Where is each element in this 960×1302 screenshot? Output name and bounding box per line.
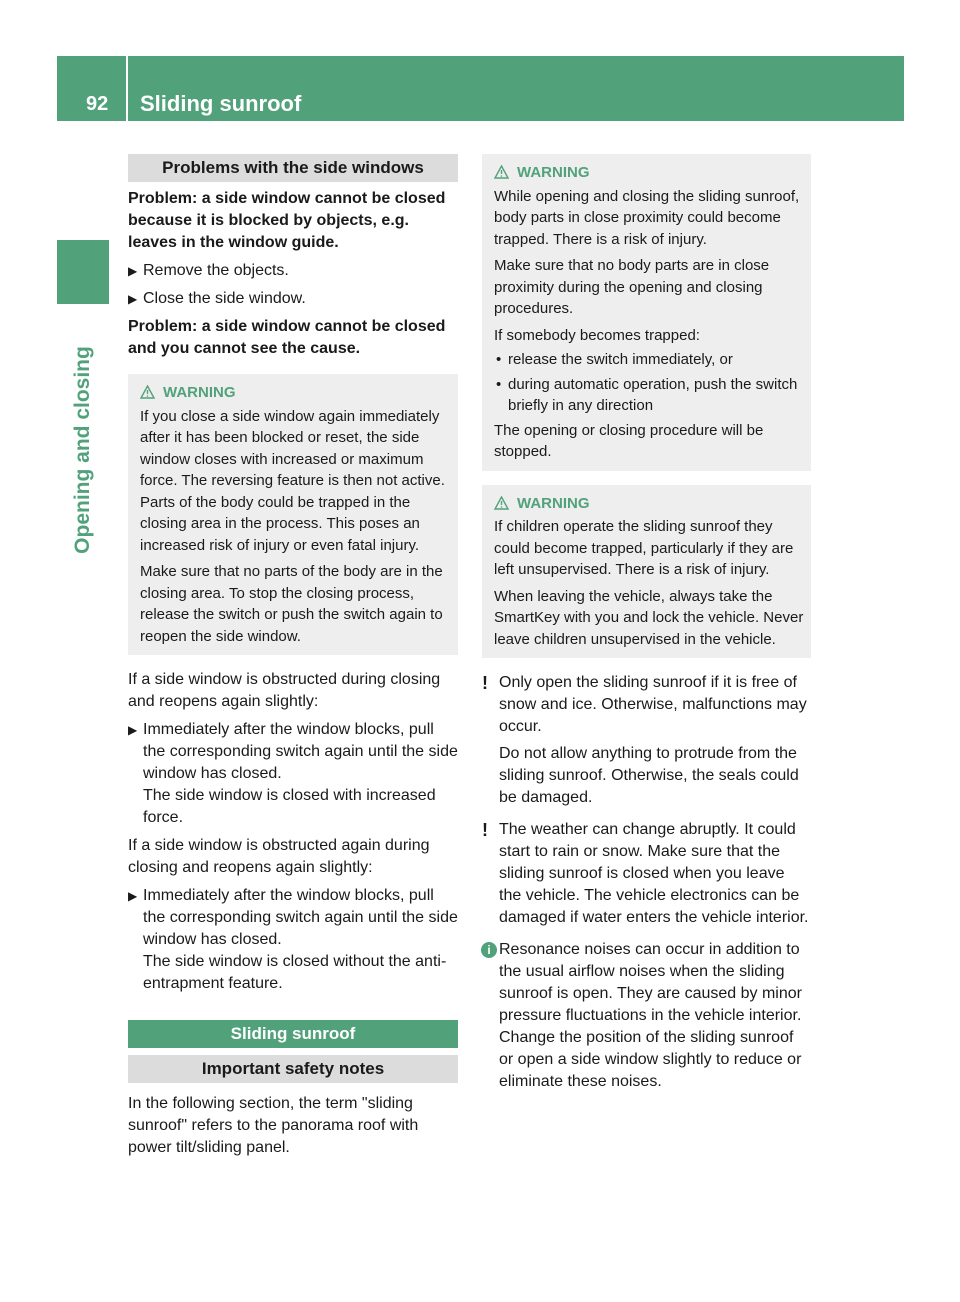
step-item: ▶ Immediately after the window blocks, pull the corresponding switch again until the side window has closed. The side window is closed with increased force.: [128, 721, 458, 826]
problem-heading: Problem: a side window cannot be closed because it is blocked by objects, e.g. leaves in the window guide.: [128, 190, 446, 251]
warning-text: The opening or closing procedure will be stopped.: [494, 421, 764, 460]
warning-text: If children operate the sliding sunroof they could become trapped, particularly if they are left unsupervised. There is a risk of injury.: [494, 518, 794, 578]
body-paragraph: In the following section, the term "sliding sunroof" refers to the panorama roof with power tilt/sliding panel.: [128, 1095, 419, 1156]
left-column: [128, 154, 458, 995]
chapter-tab: [57, 240, 109, 304]
warning-triangle-icon: [494, 496, 509, 510]
warning-box: [482, 485, 811, 659]
list-item: • release the switch immediately, or: [496, 351, 733, 368]
header-divider: [126, 56, 128, 121]
info-note: i Resonance noises can occur in addition to the usual airflow noises when the sliding sunroof is open. They are caused by minor pressure fluctuations in the vehicle interior. Change the position of the sliding sunroof or open a side window slightly to reduce or eliminate these noises.: [482, 939, 811, 1093]
step-item: ▶ Close the side window.: [128, 288, 458, 310]
body-paragraph: If a side window is obstructed again during closing and reopens again slightly:: [128, 837, 430, 876]
section-heading: Sliding sunroof: [128, 1020, 458, 1048]
warning-text: While opening and closing the sliding sunroof, body parts in close proximity could become trapped. There is a risk of injury.: [494, 187, 800, 248]
warning-title: WARNING: [494, 162, 805, 184]
chapter-label: Opening and closing: [71, 346, 94, 554]
section-heading: Problems with the side windows: [128, 154, 458, 182]
warning-triangle-icon: [494, 165, 509, 179]
list-item: • during automatic operation, push the switch briefly in any direction: [496, 375, 798, 414]
warning-text: If you close a side window again immediately after it has been blocked or reset, the side window closes with increased or maximum force. The reversing feature is then not active. Parts of the body could be trapped in the closing area in the process. This poses an increased risk of injury or even fatal injury.: [140, 407, 445, 554]
warning-box: [128, 374, 458, 655]
step-arrow-icon: ▶: [128, 264, 138, 278]
info-icon: i: [481, 942, 497, 958]
caution-icon: !: [482, 820, 488, 840]
warning-title: WARNING: [140, 382, 452, 404]
left-column-lower: [128, 1020, 458, 1159]
page-title: Sliding sunroof: [140, 91, 302, 116]
body-paragraph: If a side window is obstructed during closing and reopens again slightly:: [128, 671, 441, 710]
warning-triangle-icon: [140, 385, 155, 399]
warning-text: When leaving the vehicle, always take the SmartKey with you and lock the vehicle. Never leave children unsupervised in the vehicle.: [494, 587, 804, 648]
caution-icon: !: [482, 673, 488, 693]
step-item: ▶ Remove the objects.: [128, 260, 458, 282]
caution-note: ! The weather can change abruptly. It could start to rain or snow. Make sure that the sliding sunroof is closed when you leave the vehicle. The vehicle electronics can be damaged if water enters the vehicle interior.: [482, 820, 809, 926]
caution-note: ! Only open the sliding sunroof if it is free of snow and ice. Otherwise, malfunctions may occur. Do not allow anything to protrude from the sliding sunroof. Otherwise, the seals could be damaged.: [482, 673, 807, 806]
step-arrow-icon: ▶: [128, 889, 138, 903]
step-arrow-icon: ▶: [128, 292, 138, 306]
right-column: [482, 154, 811, 1093]
page-number: 92: [86, 93, 109, 115]
problem-heading: Problem: a side window cannot be closed and you cannot see the cause.: [128, 318, 446, 357]
warning-title: WARNING: [494, 493, 805, 515]
warning-text: If somebody becomes trapped:: [494, 326, 700, 344]
subsection-heading: Important safety notes: [128, 1055, 458, 1083]
warning-box: [482, 154, 811, 471]
step-arrow-icon: ▶: [128, 723, 138, 737]
step-item: ▶ Immediately after the window blocks, pull the corresponding switch again until the side window has closed. The side window is closed without the anti-entrapment feature.: [128, 887, 458, 992]
warning-text: Make sure that no body parts are in close proximity during the opening and closing procedures.: [494, 257, 770, 317]
warning-text: Make sure that no parts of the body are in the closing area. To stop the closing process, release the switch or push the switch again to reopen the side window.: [140, 563, 443, 645]
